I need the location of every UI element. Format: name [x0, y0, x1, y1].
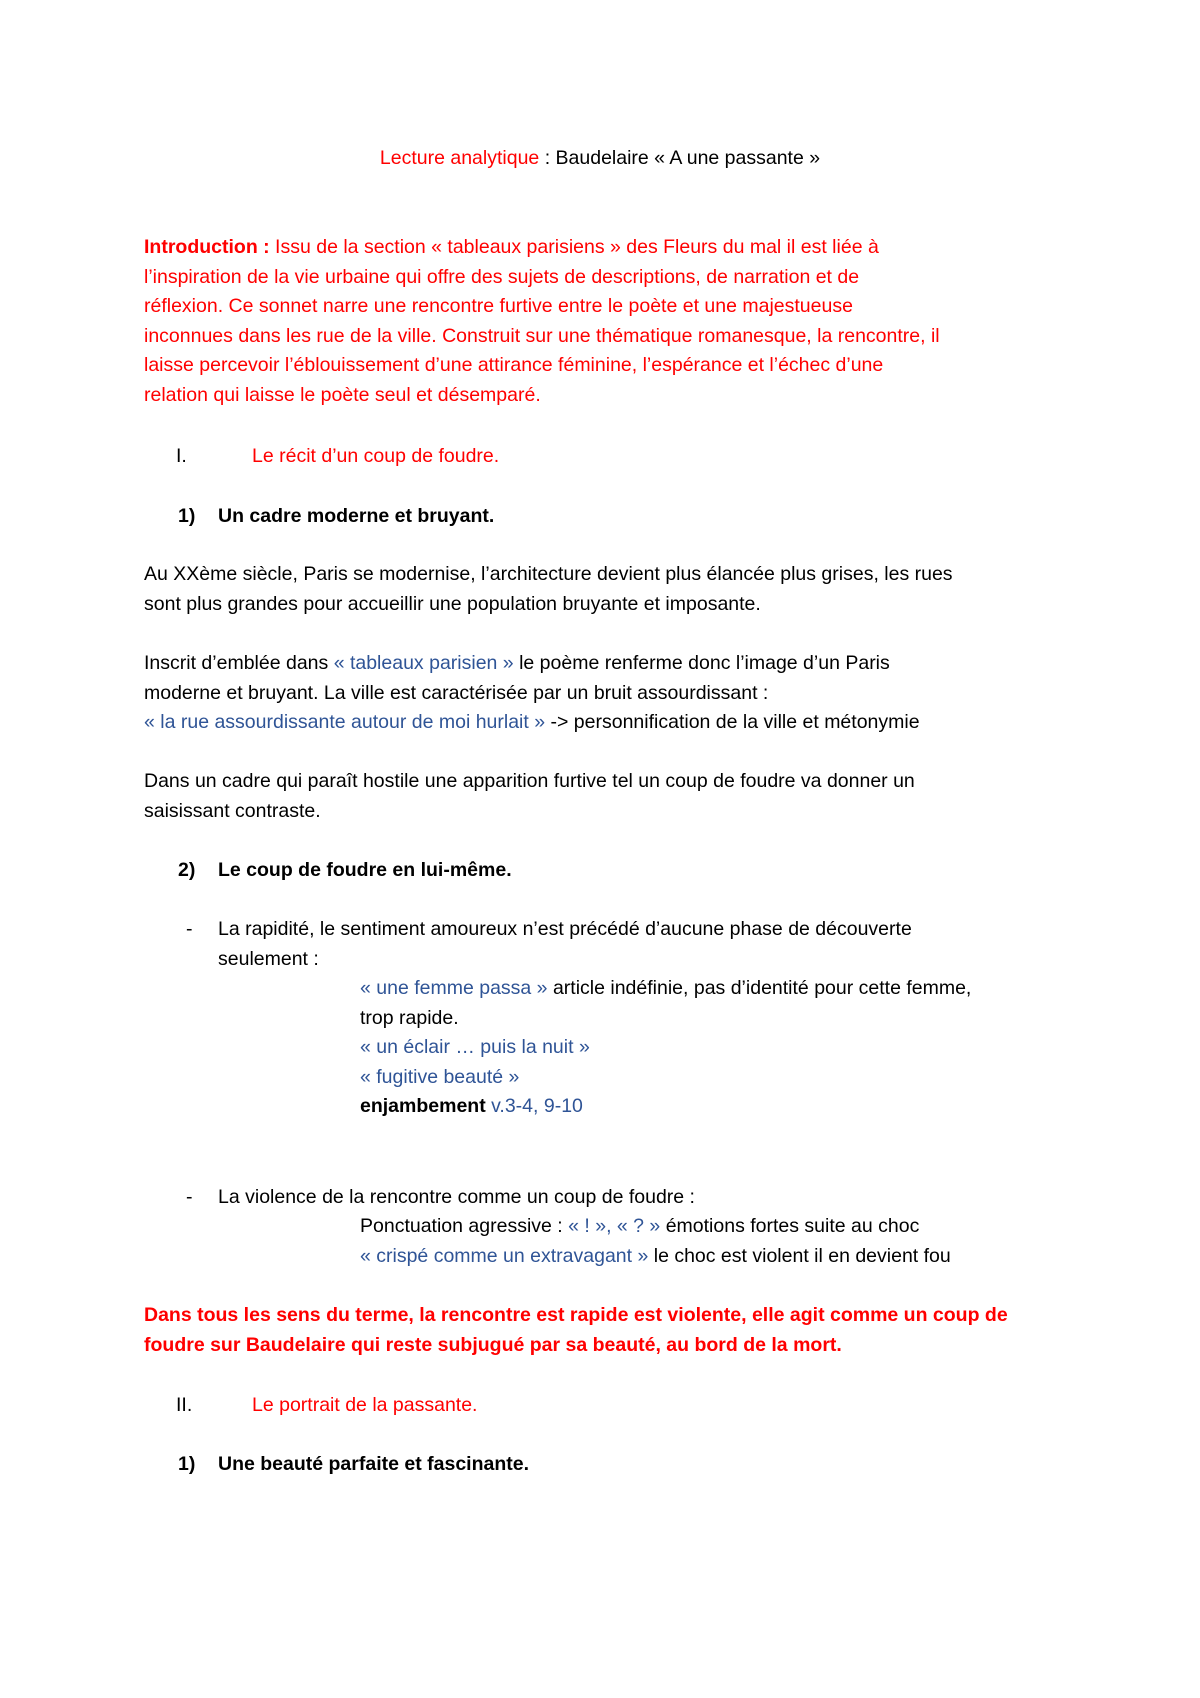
title-rest: : Baudelaire « A une passante »	[539, 147, 821, 169]
part2-title: Le portrait de la passante.	[252, 1394, 478, 1416]
part1-conclusion	[144, 1301, 1074, 1360]
part1-conclusion-line-2: foudre sur Baudelaire qui reste subjugué par sa beauté, au bord de la mort.	[144, 1333, 842, 1356]
item2-dash: -	[186, 1186, 193, 1208]
page-title	[0, 144, 1200, 174]
part1-sub1-title: Un cadre moderne et bruyant.	[218, 505, 495, 527]
introduction-line-3: réflexion. Ce sonnet narre une rencontre furtive entre le poète et une majestueuse	[144, 295, 853, 317]
part1-para1	[144, 560, 1074, 619]
part1-para3-line-2: saisissant contraste.	[144, 799, 321, 822]
item2-quotes	[360, 1212, 1100, 1271]
item1-quote-2: « un éclair … puis la nuit »	[360, 1036, 590, 1058]
part1-para2-pre: Inscrit d’emblée dans	[144, 652, 334, 674]
part1-para2-quote2: « la rue assourdissante autour de moi hurlait »	[144, 711, 546, 733]
item2-punct-pre: Ponctuation agressive :	[360, 1215, 569, 1237]
part1-para1-line-2: sont plus grandes pour accueillir une population bruyante et imposante.	[144, 592, 761, 615]
part1-sub1-number: 1)	[178, 505, 196, 527]
introduction-line-2: l’inspiration de la vie urbaine qui offre des sujets de descriptions, de narration et de	[144, 265, 860, 288]
introduction-line-1: Issu de la section « tableaux parisiens » des Fleurs du mal il est liée à	[269, 236, 879, 258]
part2-sub1-title: Une beauté parfaite et fascinante.	[218, 1453, 530, 1475]
item1-line-2: seulement :	[218, 947, 319, 970]
item1-quote-1: « une femme passa »	[360, 977, 548, 999]
item1-quotes	[360, 974, 1100, 1122]
part1-numeral: I.	[176, 445, 187, 467]
part1-para2	[144, 649, 1074, 738]
part1-sub2-title: Le coup de foudre en lui-même.	[218, 859, 512, 881]
item1-enjambement-ref: v.3-4, 9-10	[485, 1095, 583, 1117]
item2-punct-quote: « ! », « ? »	[568, 1215, 661, 1237]
item1-quote-1-line-2: trop rapide.	[360, 1006, 459, 1029]
part1-para3-line-1: Dans un cadre qui paraît hostile une apparition furtive tel un coup de foudre va donner un	[144, 770, 915, 792]
part1-title: Le récit d’un coup de foudre.	[252, 445, 500, 467]
part1-para2-post: le poème renferme donc l’image d’un Paris	[513, 652, 890, 674]
part2-sub1-number: 1)	[178, 1453, 196, 1475]
part1-para2-quote: « tableaux parisien »	[333, 652, 514, 674]
introduction-line-4: inconnues dans les rue de la ville. Construit sur une thématique romanesque, la rencontre, il	[144, 324, 940, 347]
introduction-label: Introduction :	[144, 236, 270, 258]
part1-sub2-number: 2)	[178, 859, 196, 881]
introduction-line-5: laisse percevoir l’éblouissement d’une attirance féminine, l’espérance et l’échec d’une	[144, 354, 884, 376]
item1-quote-3: « fugitive beauté »	[360, 1065, 520, 1088]
part1-para1-line-1: Au XXème siècle, Paris se modernise, l’architecture devient plus élancée plus grises, les rues	[144, 563, 953, 585]
item2-quote-4: « crispé comme un extravagant »	[360, 1244, 649, 1267]
introduction-line-6: relation qui laisse le poète seul et désemparé.	[144, 383, 541, 406]
item1-line-1: La rapidité, le sentiment amoureux n’est précédé d’aucune phase de découverte	[218, 918, 912, 940]
item2-quote-4-post: le choc est violent il en devient fou	[648, 1244, 951, 1267]
part1-para2-line3-post: -> personnification de la ville et métonymie	[545, 711, 920, 733]
item1-dash: -	[186, 918, 193, 940]
part1-para2-line-2: moderne et bruyant. La ville est caractérisée par un bruit assourdissant :	[144, 681, 769, 704]
item2-punct-post: émotions fortes suite au choc	[660, 1215, 920, 1237]
item1-enjambement-label: enjambement	[360, 1095, 486, 1117]
item1-quote-1-post: article indéfinie, pas d’identité pour cette femme,	[547, 977, 972, 999]
part1-conclusion-line-1: Dans tous les sens du terme, la rencontre est rapide est violente, elle agit comme un coup de	[144, 1304, 1008, 1326]
part1-para3	[144, 767, 1074, 826]
item2-line: La violence de la rencontre comme un coup de foudre :	[218, 1186, 695, 1208]
item2-text	[218, 1183, 1088, 1213]
title-label: Lecture analytique	[379, 147, 540, 169]
introduction-paragraph	[144, 233, 1074, 410]
item1-text	[218, 915, 1088, 974]
part2-numeral: II.	[176, 1394, 193, 1416]
